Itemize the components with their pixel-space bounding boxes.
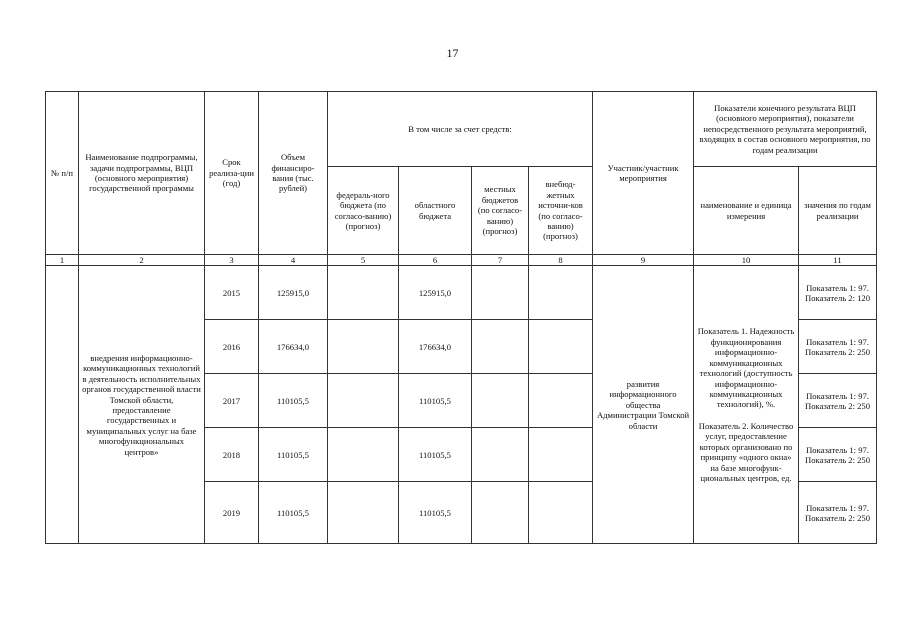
federal-cell (328, 374, 399, 428)
table-row (46, 266, 877, 320)
year-cell: 2015 (205, 266, 259, 320)
indicator-values-cell: Показатель 1: 97. Показатель 2: 250 (799, 320, 877, 374)
offbudget-cell (529, 320, 593, 374)
year-cell: 2017 (205, 374, 259, 428)
col-number: 1 (46, 255, 79, 266)
local-cell (472, 374, 529, 428)
header-participant: Участник/участник мероприятия (593, 92, 694, 255)
program-name-cell: внедрения информационно-коммуникационных технологий в деятельность исполнительных органов государственной власти Томской области, предоставление государственных и муниципальных услуг на базе многофункциональных центров» (79, 266, 205, 544)
page-number: 17 (446, 46, 459, 60)
year-cell: 2019 (205, 482, 259, 544)
header-num: № п/п (46, 92, 79, 255)
participant-cell: развития информационного общества Администрации Томской области (593, 266, 694, 544)
offbudget-cell (529, 482, 593, 544)
header-name: Наименование подпрограммы, задачи подпрограммы, ВЦП (основного мероприятия) государственной программы (79, 92, 205, 255)
volume-cell: 110105,5 (259, 428, 328, 482)
indicator-values-cell: Показатель 1: 97. Показатель 2: 120 (799, 266, 877, 320)
col-number: 6 (399, 255, 472, 266)
col-number: 8 (529, 255, 593, 266)
volume-cell: 110105,5 (259, 482, 328, 544)
header-regional: областного бюджета (399, 167, 472, 255)
offbudget-cell (529, 428, 593, 482)
header-indicator-values: значения по годам реализации (799, 167, 877, 255)
volume-cell: 125915,0 (259, 266, 328, 320)
header-federal: федераль-ного бюджета (по согласо-ванию) (прогноз) (328, 167, 399, 255)
header-offbudget: внебюд-жетных источни-ков (по согласо-ванию) (прогноз) (529, 167, 593, 255)
volume-cell: 176634,0 (259, 320, 328, 374)
col-number: 11 (799, 255, 877, 266)
year-cell: 2016 (205, 320, 259, 374)
regional-cell: 110105,5 (399, 428, 472, 482)
header-local: местных бюджетов (по согласо-ванию) (прогноз) (472, 167, 529, 255)
header-term: Срок реализа-ции (год) (205, 92, 259, 255)
col-number: 2 (79, 255, 205, 266)
indicator-name-cell (694, 266, 799, 544)
indicator-2-text: Показатель 2. Количество услуг, предоставление которых организовано по принципу «одного окна» на базе многофунк-циональных центров, ед. (698, 420, 794, 484)
col-number: 3 (205, 255, 259, 266)
federal-cell (328, 266, 399, 320)
regional-cell: 176634,0 (399, 320, 472, 374)
indicator-values-cell: Показатель 1: 97. Показатель 2: 250 (799, 428, 877, 482)
header-indicator-name: наименование и единица измерения (694, 167, 799, 255)
federal-cell (328, 320, 399, 374)
local-cell (472, 266, 529, 320)
regional-cell: 110105,5 (399, 482, 472, 544)
col-number: 7 (472, 255, 529, 266)
indicator-1-text: Показатель 1. Надежность функционирования информационно-коммуникационных технологий (доступность информационно-коммуникационных технологий), %. (697, 326, 795, 410)
regional-cell: 110105,5 (399, 374, 472, 428)
local-cell (472, 428, 529, 482)
header-indicators-group: Показатели конечного результата ВЦП (основного мероприятия), показатели непосредственного результата мероприятий, входящих в состав основного мероприятия, по годам реализации (694, 92, 877, 167)
offbudget-cell (529, 374, 593, 428)
volume-cell: 110105,5 (259, 374, 328, 428)
col-number: 9 (593, 255, 694, 266)
col-number: 4 (259, 255, 328, 266)
regional-cell: 125915,0 (399, 266, 472, 320)
offbudget-cell (529, 266, 593, 320)
program-table (45, 91, 877, 544)
row-num-cell (46, 266, 79, 544)
local-cell (472, 320, 529, 374)
federal-cell (328, 482, 399, 544)
col-number: 10 (694, 255, 799, 266)
local-cell (472, 482, 529, 544)
column-numbers-row (46, 255, 877, 266)
year-cell: 2018 (205, 428, 259, 482)
indicator-values-cell: Показатель 1: 97. Показатель 2: 250 (799, 482, 877, 544)
header-sources-group: В том числе за счет средств: (328, 92, 593, 167)
header-volume: Объем финансиро-вания (тыс. рублей) (259, 92, 328, 255)
indicator-values-cell: Показатель 1: 97. Показатель 2: 250 (799, 374, 877, 428)
col-number: 5 (328, 255, 399, 266)
federal-cell (328, 428, 399, 482)
